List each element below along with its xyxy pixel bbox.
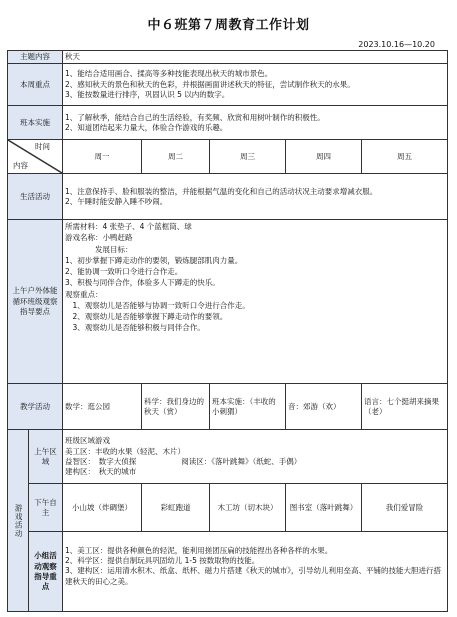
focus-line: 2、感知秋天的景色和秋天的色彩，并根据画面讲述秋天的特征，尝试制作秋天的水果。 (65, 79, 355, 89)
outdoor-line: 2、能协调一致听口令进行合作走。 (65, 267, 183, 277)
date-range: 2023.10.16—10.20 (358, 40, 435, 49)
game-afternoon-row (8, 484, 448, 532)
page-title: 中６班第７周教育工作计划 (147, 18, 310, 33)
day-tuesday: 周二 (142, 140, 210, 174)
morning-line: 益智区： 数字大侦探 阅读区：《落叶跳舞》（纸蛇、手偶） (65, 456, 302, 466)
day-wednesday: 周三 (210, 140, 286, 174)
header-row (8, 140, 448, 174)
outdoor-line: 1、观察幼儿是否能够与协调一致听口令进行合作走。 (65, 300, 250, 310)
outdoor-line: 3、观察幼儿是否能够积极与同伴合作。 (65, 323, 205, 333)
game-group-row (8, 532, 448, 612)
theme-value: 秋天 (63, 51, 448, 64)
game-morning-content (63, 430, 448, 484)
group-line: 3、建构区：运用清水积木、纸盒、纸杯、磁力片搭建《秋天的城市》，引导幼儿利用垒高、平铺的技能大胆进行搭建秋天的田心之美。 (65, 566, 442, 586)
life-line: 1、注意保持手、脸和服装的整洁，并能根据气温的变化和自己的活动状况主动要求增减衣服。 (65, 186, 378, 196)
afternoon-tuesday: 彩虹跑道 (142, 484, 210, 532)
teaching-row (8, 384, 448, 430)
afternoon-friday: 我们爱冒险 (362, 484, 448, 532)
focus-label: 本周重点 (8, 64, 63, 106)
teaching-label: 教学活动 (8, 384, 63, 430)
game-label (8, 430, 29, 612)
outdoor-line: 观察重点： (65, 289, 103, 299)
game-afternoon-label: 下午自主 (29, 484, 63, 532)
life-line: 2、午睡时能安静入睡不吵闹。 (65, 196, 168, 206)
focus-row (8, 64, 448, 106)
day-monday: 周一 (63, 140, 142, 174)
game-group-content (63, 532, 448, 612)
afternoon-thursday: 图书室（落叶跳舞） (286, 484, 362, 532)
group-line: 1、美工区：提供各种颜色的轻泥，能利用搓团压扁的技能捏出各种各样的水果。 (65, 546, 333, 556)
life-row (8, 174, 448, 220)
teaching-thursday: 音：郊游（欢） (286, 384, 362, 430)
teaching-tuesday: 科学：我们身边的秋天（赏） (142, 384, 210, 430)
outdoor-line: 2、观察幼儿是否能够掌握下蹲走动作的要领。 (65, 312, 228, 322)
plan-table (7, 50, 448, 612)
morning-line: 班级区域游戏 (65, 436, 110, 446)
outdoor-line: 3、积极与同伴合作，体验多人下蹲走的快乐。 (65, 278, 220, 288)
outdoor-row (8, 220, 448, 384)
class-label: 班本实施 (8, 106, 63, 140)
theme-label: 主题内容 (8, 51, 63, 64)
focus-content (63, 64, 448, 106)
life-content (63, 174, 448, 220)
group-line: 2、科学区：提供自制玩具巩固幼儿 1-5 按数取物的技能。 (65, 556, 260, 566)
outdoor-line: 1、初步掌握下蹲走动作的要领，锻炼腿部肌肉力量。 (65, 255, 243, 265)
outdoor-line: 发展目标： (65, 244, 133, 254)
class-row (8, 106, 448, 140)
time-label: 时间 (35, 142, 50, 152)
content-label: 内容 (13, 161, 28, 170)
class-line: 2、知道团结起来力量大，体验合作游戏的乐趣。 (65, 122, 228, 132)
focus-line: 1、能结合适用画合、揉高等多种技能表现出秋天的城市景色。 (65, 69, 273, 79)
class-line: 1、了解秋季，能结合自己的生活经验，有奖频、欣赏和用树叶制作的积极性。 (65, 112, 325, 122)
class-content (63, 106, 448, 140)
game-morning-row (8, 430, 448, 484)
game-morning-label: 上午区域 (29, 430, 63, 484)
game-label-text: 游戏活动 (14, 503, 24, 538)
outdoor-content (63, 220, 448, 384)
time-content-header (8, 140, 63, 174)
afternoon-monday: 小山坡（炸碉堡） (63, 484, 142, 532)
outdoor-line: 所需材料：4 张垫子、4 个蓝框筒、球 (65, 222, 192, 232)
game-group-label: 小组活动观察指导重点 (29, 532, 63, 612)
outdoor-line: 游戏名称：小鸭赶路 (65, 233, 133, 243)
focus-line: 3、能按数量进行排序，巩固认识 5 以内的数字。 (65, 89, 230, 99)
outdoor-label: 上午户外体能循环班级观察指导要点 (8, 220, 63, 384)
teaching-friday: 语言：七个挺胡来摘果（老） (362, 384, 448, 430)
morning-line: 美工区：丰收的水果（轻泥、木片） (65, 446, 185, 456)
teaching-monday: 数学：逛公园 (63, 384, 142, 430)
day-thursday: 周四 (286, 140, 362, 174)
teaching-wednesday: 班本实施：（丰收的小刺猬） (210, 384, 286, 430)
morning-line: 建构区： 秋天的城市 (65, 466, 137, 476)
theme-row (8, 51, 448, 64)
life-label: 生活活动 (8, 174, 63, 220)
afternoon-wednesday: 木工坊（切木块） (210, 484, 286, 532)
day-friday: 周五 (362, 140, 448, 174)
